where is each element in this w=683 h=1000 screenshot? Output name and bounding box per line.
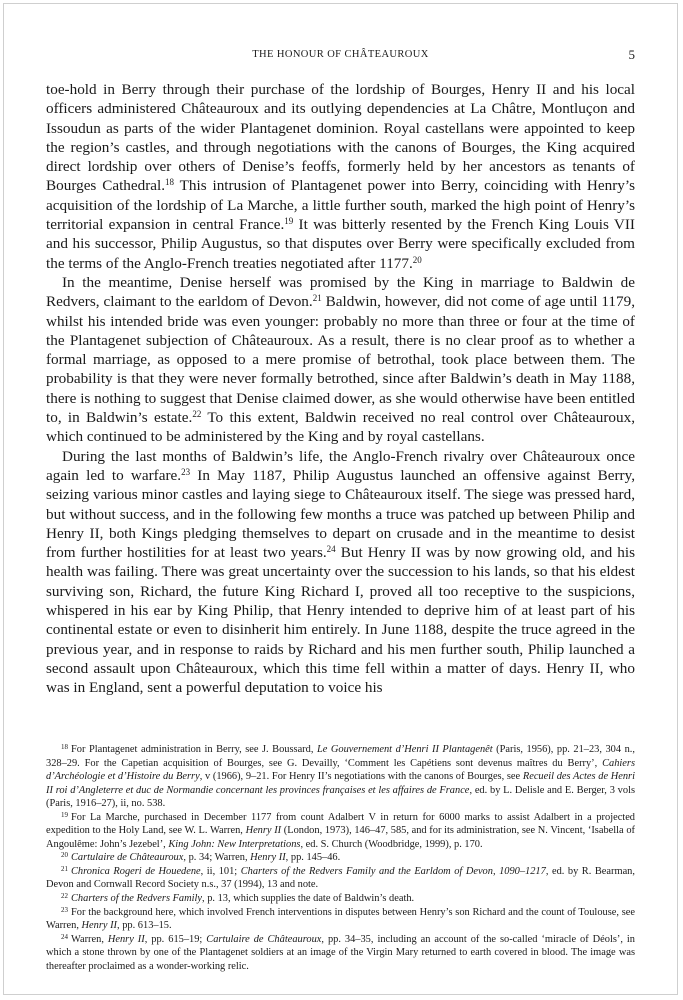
footnote-22 xyxy=(46,892,635,906)
footnote-text: For Plantagenet administration in Berry, see J. Boussard, xyxy=(71,744,317,755)
footnote-ref-19[interactable]: 19 xyxy=(284,216,294,227)
footnote-text: , p. 13, which supplies the date of Baldwin’s death. xyxy=(202,893,415,905)
text-run: In the meantime, Denise herself was promised by the King in marriage to Baldwin de Redvers, claimant to the earldom of Devon. xyxy=(46,273,635,311)
footnote-title: Cartulaire de Châteauroux xyxy=(71,852,184,864)
footnote-ref-24[interactable]: 24 xyxy=(326,544,336,555)
footnote-18 xyxy=(46,743,635,811)
footnote-text: , pp. 615–19; xyxy=(144,933,207,945)
footnote-23 xyxy=(46,906,635,933)
footnote-text: (London, 1973), 146–47, 585, and for its administration, see N. Vincent, ‘Isabella of Angoulême: John’s Jezebel’, xyxy=(46,825,635,850)
page-header xyxy=(46,49,635,67)
footnote-title: King John: New Interpretations xyxy=(168,838,301,850)
footnote-number: 19 xyxy=(61,810,68,819)
footnote-text: , ii, 101; xyxy=(200,865,241,877)
running-title: THE HONOUR OF CHÂTEAUROUX xyxy=(252,49,429,60)
footnote-title: Henry II xyxy=(81,920,118,932)
footnote-text: , v (1966), 9–21. For Henry II’s negotiations with the canons of Bourges, see xyxy=(199,771,523,783)
text-run: During the last months of Baldwin’s life, the Anglo-French rivalry over Châteauroux once again led to warfare. xyxy=(46,447,635,484)
footnotes xyxy=(46,743,635,973)
footnote-title: Le Gouvernement d’Henri II Plantagenêt xyxy=(316,744,493,755)
footnote-text: For the background here, which involved French interventions in disputes between Henry’s son Richard and the count of Toulouse, see Warren, xyxy=(46,906,635,932)
text-run: To this extent, Baldwin received no real control over Châteauroux, which continued to be administered by the King and by royal castellans. xyxy=(46,409,636,446)
footnote-text: , pp. 34–35, including an account of the so-called ‘miracle of Déols’, in which a stone thrown by one of the Plantagenet soldiers at an image of the Virgin Mary returned to earth covered in blood. The image was thereafter proclaimed as a wonder-working relic. xyxy=(46,933,635,972)
footnote-number: 21 xyxy=(61,864,68,873)
footnote-ref-18[interactable]: 18 xyxy=(165,177,175,188)
footnote-text: , pp. 613–15. xyxy=(117,920,172,932)
footnote-text: , ed. by L. Delisle and E. Berger, 3 vols (Paris, 1916–27), ii, no. 538. xyxy=(46,784,635,810)
footnote-number: 20 xyxy=(61,851,68,860)
footnote-number: 18 xyxy=(61,743,68,751)
page-number: 5 xyxy=(628,47,635,62)
text-run: toe-hold in Berry through their purchase of the lordship of Bourges, Henry II and his local officers administered Châteauroux and its outlying dependencies at La Châtre, Montluçon and Issoudun as parts of the wider Plantagenet dominion. Royal castellans were appointed to keep the region’s castles, and through negotiations with the canons of Bourges, the King acquired direct lordship over others of Denise’s feoffs, formerly held by her ancestors as tenants of Bourges Cathedral. xyxy=(46,81,635,195)
main-text xyxy=(46,80,635,698)
footnote-ref-20[interactable]: 20 xyxy=(412,254,422,265)
text-run: In May 1187, Philip Augustus launched an offensive against Berry, seizing various minor castles and laying siege to Châteauroux itself. The siege was pressed hard, but without success, and in the following few months a truce was patched up between Philip and Henry II, both Kings pledging themselves to depart on crusade and in the meantime to desist from further hostilities for at least two years. xyxy=(46,466,635,562)
footnote-title: Henry II xyxy=(107,933,145,945)
footnote-number: 22 xyxy=(61,892,68,901)
footnote-text: , p. 34; Warren, xyxy=(183,852,251,864)
text-run: But Henry II was by now growing old, and his health was failing. There was great uncertainty over the succession to his lands, so that his eldest surviving son, Richard, the future King Richard I, proved all too receptive to the suspicions, whispered in his ear by King Philip, that Henry intended to deprive him of at least part of his continental estate or even to disinherit him entirely. In June 1188, despite the truce agreed in the previous year, and in response to raids by Richard and his men further south, Philip launched a second assault upon Châteauroux, which this time fell within a matter of days. Henry II, who was in England, sent a powerful deputation to voice his xyxy=(46,544,635,697)
footnote-number: 24 xyxy=(61,932,68,941)
paragraph-2 xyxy=(46,273,635,447)
footnote-text: , ed. by R. Bearman, Devon and Cornwall Record Society n.s., 37 (1994), 13 and note. xyxy=(46,865,635,891)
text-run: It was bitterly resented by the French King Louis VII and his successor, Philip Augustus, so that disputes over Berry were specifically excluded from the terms of the Anglo-French treaties negotiated after 1177. xyxy=(46,216,635,272)
footnote-number: 23 xyxy=(61,905,68,914)
text-run: This intrusion of Plantagenet power into Berry, coinciding with Henry’s acquisition of the lordship of La Marche, a little further south, marked the high point of Henry’s territorial expansion in central France. xyxy=(46,177,635,234)
footnote-text: , ed. S. Church (Woodbridge, 1999), p. 170. xyxy=(300,838,483,850)
footnote-title: Charters of the Redvers Family and the Earldom of Devon, 1090–1217 xyxy=(240,865,546,877)
footnote-ref-21[interactable]: 21 xyxy=(312,293,322,304)
footnote-text: Warren, xyxy=(71,933,108,945)
footnote-21 xyxy=(46,865,635,892)
footnote-text: , pp. 145–46. xyxy=(285,852,341,864)
footnote-ref-22[interactable]: 22 xyxy=(192,409,202,420)
footnote-title: Charters of the Redvers Family xyxy=(71,893,203,905)
footnote-title: Chronica Rogeri de Houedene xyxy=(71,865,201,877)
footnote-title: Recueil des Actes de Henri II roi d’Angleterre et duc de Normandie concernant les provinces françaises et les affaires de France xyxy=(46,771,635,796)
footnote-title: Henry II xyxy=(250,852,286,864)
paragraph-1 xyxy=(46,80,635,273)
paragraph-3 xyxy=(46,447,635,698)
footnote-title: Cartulaire de Châteauroux xyxy=(206,933,322,945)
footnote-title: Henry II xyxy=(245,825,282,837)
footnote-19 xyxy=(46,811,635,852)
footnote-title: Cahiers d’Archéologie et d’Histoire du Berry xyxy=(46,757,635,783)
footnote-20 xyxy=(46,851,635,865)
footnote-ref-23[interactable]: 23 xyxy=(181,466,191,477)
footnote-text: (Paris, 1956), pp. 21–23, 304 n., 328–29. For the Capetian acquisition of Bourges, see G. Devailly, ‘Comment les Capétiens sont devenus maîtres du Berry’, xyxy=(46,744,635,769)
footnote-text: For La Marche, purchased in December 1177 from count Adalbert V in return for 6000 marks to assist Adalbert in a projected expedition to the Holy Land, see W. L. Warren, xyxy=(46,811,635,837)
text-run: Baldwin, however, did not come of age until 1179, whilst his intended bride was even younger: probably no more than three or four at the time of the Plantagenet subjection of Châteauroux. As a result, there is no clear proof as to whether a formal marriage, as opposed to a mere promise of betrothal, took place between them. The probability is that they were never formally betrothed, since after Baldwin’s death in May 1188, there is nothing to suggest that Denise claimed dower, as she would otherwise have been entitled to, in Baldwin’s estate. xyxy=(46,293,635,427)
footnote-24 xyxy=(46,933,635,974)
